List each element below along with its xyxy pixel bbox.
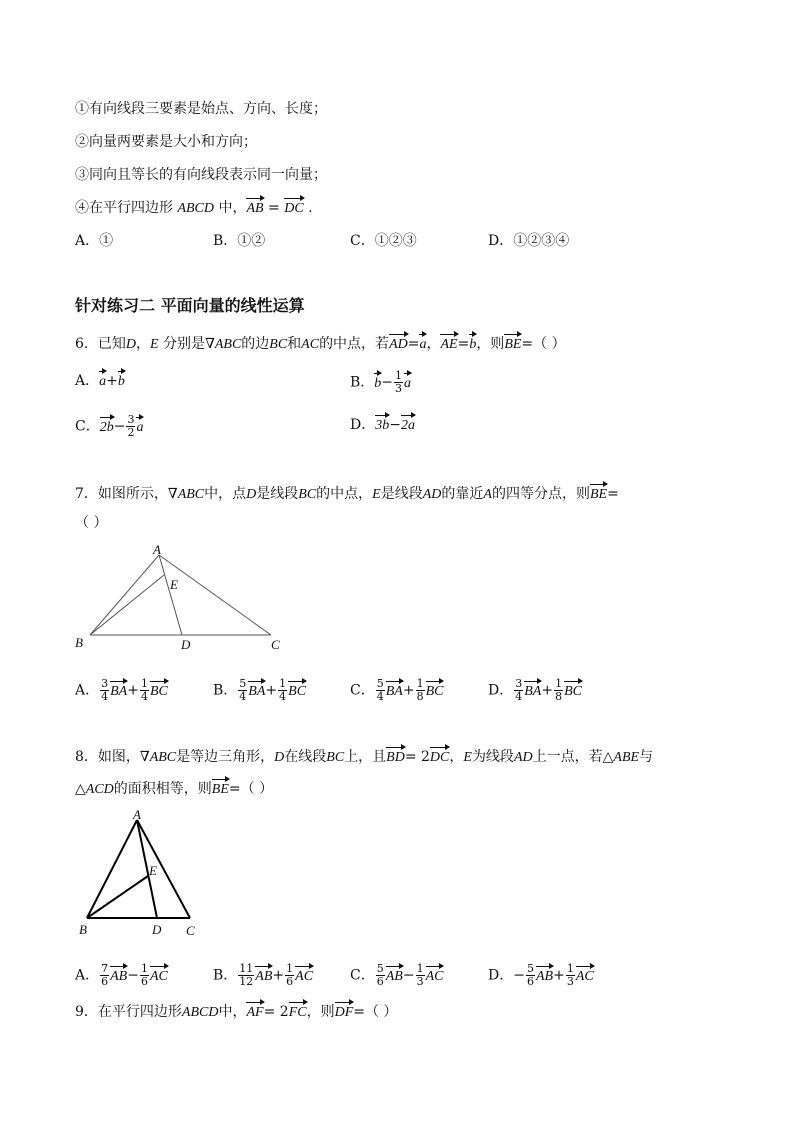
q7-stem: 7．如图所示，∇ABC中，点D是线段BC的中点，E是线段AD的靠近A的四等分点，则BE= — [75, 486, 619, 502]
q5-statement-4: ④在平行四边形 ABCD 中，AB = DC . — [75, 200, 313, 216]
q5-statement-1: ①有向线段三要素是始点、方向、长度； — [75, 101, 327, 117]
q5-statement-2: ②向量两要素是大小和方向； — [75, 134, 257, 150]
q8-option-d: D．− $\frac{5}{6}$ AB+ $\frac{1}{3}$ AC — [488, 962, 594, 988]
q7-label-a: A — [153, 543, 161, 557]
q8-label-b: B — [79, 922, 87, 937]
q7-option-b: B． $\frac{5}{4}$ BA+ $\frac{1}{4}$ BC — [213, 677, 307, 703]
q6-option-b: B．b− $\frac{1}{3}$ a — [350, 369, 412, 395]
q7-label-d: D — [181, 637, 191, 652]
q5-option-d: D．①②③④ — [488, 233, 570, 249]
q8-label-a: A — [133, 808, 141, 822]
q7-option-d: D． $\frac{3}{4}$ BA+ $\frac{1}{8}$ BC — [488, 677, 582, 703]
q8-stem-line-2: △ACD的面积相等，则BE=（ ） — [75, 781, 274, 797]
section-title: 针对练习二 平面向量的线性运算 — [75, 296, 305, 315]
q8-option-c: C． $\frac{5}{6}$ AB− $\frac{1}{3}$ AC — [350, 962, 444, 988]
q7-triangle-figure — [70, 543, 285, 653]
q6-option-d: D．3b−2a — [350, 417, 415, 433]
q6-stem: 6．已知D，E 分别是∇ABC的边BC和AC的中点，若AD=a，AE=b，则BE=（ ） — [75, 336, 566, 352]
q7-option-c: C． $\frac{5}{4}$ BA+ $\frac{1}{8}$ BC — [350, 677, 444, 703]
q5-option-c: C．①②③ — [350, 233, 417, 249]
q8-option-a: A． $\frac{7}{6}$ AB− $\frac{1}{6}$ AC — [75, 962, 168, 988]
q6-option-c: C．2b− $\frac{3}{2}$ a — [75, 413, 144, 439]
q8-label-d: D — [152, 922, 162, 937]
q8-label-e: E — [149, 863, 157, 878]
q8-label-c: C — [186, 923, 195, 938]
q7-label-b: B — [75, 635, 83, 650]
q8-stem: 8．如图，∇ABC是等边三角形，D在线段BC上，且BD= 2DC，E为线段AD上一点，若△ABE与 — [75, 749, 654, 765]
q7-label-e: E — [170, 577, 178, 592]
q7-option-a: A． $\frac{3}{4}$ BA+ $\frac{1}{4}$ BC — [75, 677, 168, 703]
q8-option-b: B． $\frac{11}{12}$ AB+ $\frac{1}{6}$ AC — [213, 962, 314, 988]
q7-paren: （ ） — [75, 515, 108, 531]
q5-option-a: A．① — [75, 233, 114, 249]
q5-option-b: B．①② — [213, 233, 266, 249]
q8-triangle-figure — [75, 808, 205, 943]
q7-label-c: C — [271, 637, 280, 652]
q6-option-a: A．a+b — [75, 373, 125, 389]
q9-stem: 9．在平行四边形ABCD中，AF= 2FC，则DF=（ ） — [75, 1004, 398, 1020]
q5-statement-3: ③同向且等长的有向线段表示同一向量； — [75, 167, 327, 183]
